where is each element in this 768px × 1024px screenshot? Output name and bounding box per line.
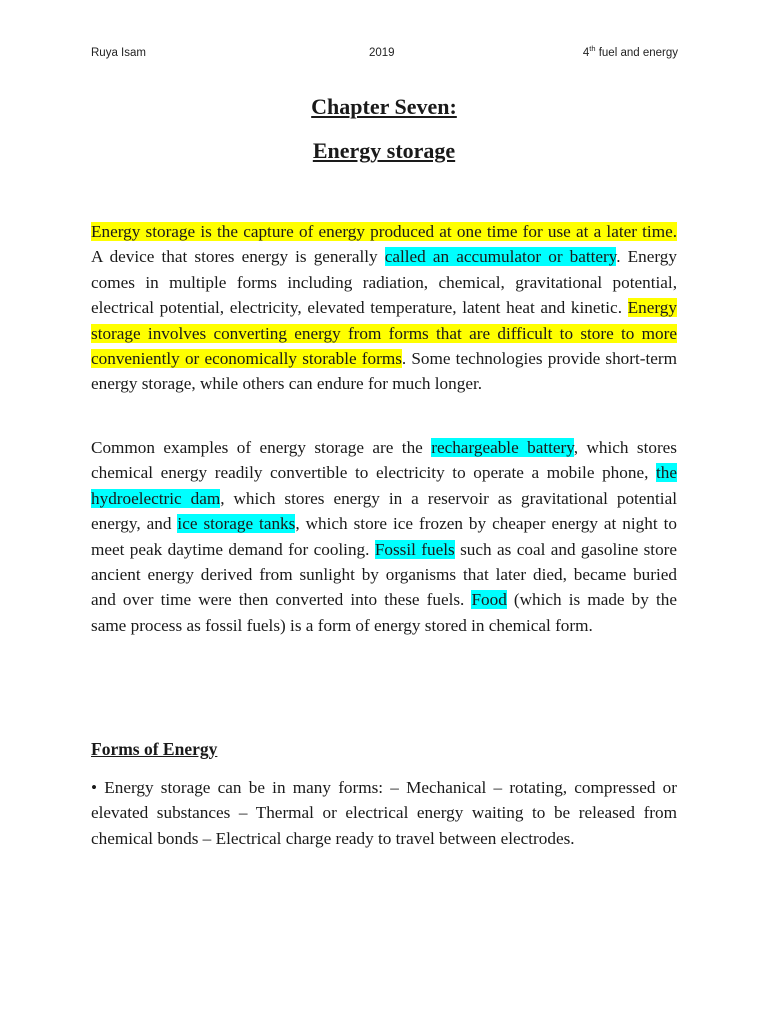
header-author: Ruya Isam: [91, 47, 146, 59]
highlight-yellow: Energy storage involves converting energy from forms that are difficult to store to more conveniently or economically storable forms: [91, 298, 677, 369]
highlight-cyan: Fossil fuels: [374, 539, 455, 559]
text-run: . Some technologies provide short-term energy storage, while others can endure for much longer.: [91, 349, 677, 394]
text-run: A device that stores energy is generally: [91, 247, 385, 267]
chapter-subtitle: Energy storage: [312, 138, 456, 163]
header-course-name: fuel and energy: [595, 47, 678, 59]
text-run: (which is made by the same process as fossil fuels) is a form of energy stored in chemical form.: [91, 590, 677, 635]
highlight-cyan: Food: [471, 590, 507, 610]
chapter-title: Chapter Seven:: [311, 94, 457, 119]
paragraph-forms: • Energy storage can be in many forms: – Mechanical – rotating, compressed or elevated substances – Thermal or electrical energy waiting to be released from chemical bonds – Electrical charge ready to travel between electrodes.: [91, 778, 677, 848]
text-run: . Energy comes in multiple forms including radiation, chemical, gravitational potential, electrical potential, electricity, elevated temperature, latent heat and kinetic.: [91, 247, 677, 318]
header-year: 2019: [369, 47, 395, 59]
highlight-cyan: the hydroelectric dam: [91, 463, 677, 508]
text-run: Common examples of energy storage are the: [91, 438, 432, 457]
paragraph-definition: [91, 219, 677, 397]
highlight-cyan: ice storage tanks: [177, 514, 296, 534]
header-course: [582, 44, 678, 59]
paragraph-examples: [91, 435, 677, 638]
text-run: , which stores chemical energy readily convertible to electricity to operate a mobile phone,: [91, 438, 677, 483]
text-run: , which stores energy in a reservoir as gravitational potential energy, and: [91, 488, 677, 534]
page-header: [91, 44, 678, 65]
text-run: , which store ice frozen by cheaper energy at night to meet peak daytime demand for cooling.: [91, 514, 677, 559]
highlight-cyan: rechargeable battery: [431, 438, 574, 457]
highlight-cyan: called an accumulator or battery: [384, 247, 617, 267]
header-course-ordinal: 4: [582, 47, 590, 59]
header-course-ordinal-suffix: th: [589, 44, 596, 54]
section-heading-forms-of-energy: Forms of Energy: [91, 739, 218, 759]
text-run: such as coal and gasoline store ancient energy derived from sunlight by organisms that later died, became buried and over time were then converted into these fuels.: [91, 539, 678, 610]
highlight-yellow: Energy storage is the capture of energy produced at one time for use at a later time.: [91, 222, 677, 241]
